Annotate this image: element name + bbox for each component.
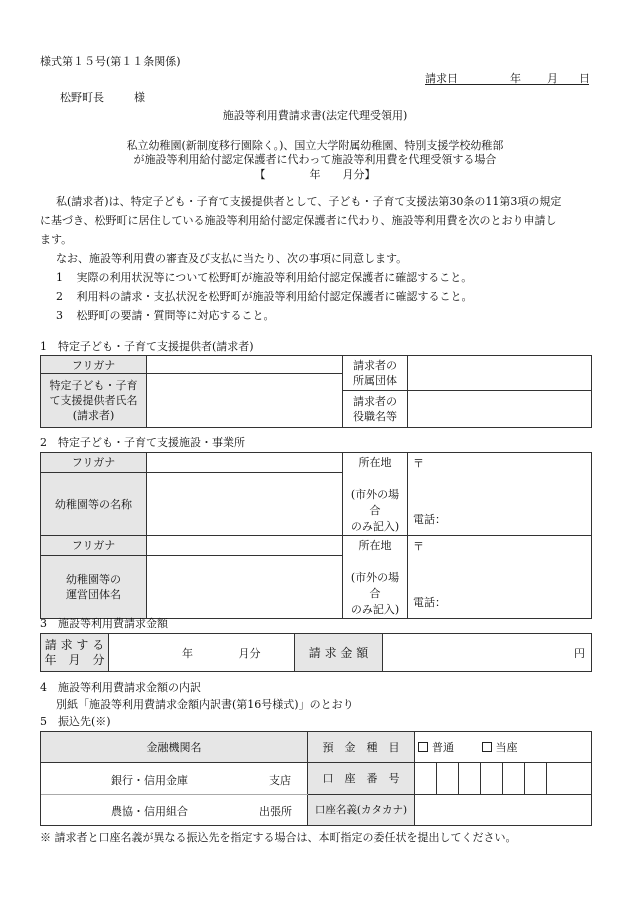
month-unit: 月分 [238, 646, 261, 660]
section5-heading: 5 振込先(※) [40, 715, 111, 728]
period-line[interactable]: 【 年 月分】 [254, 168, 376, 181]
account-digit[interactable] [547, 763, 592, 795]
kindergarten-furigana-input[interactable] [147, 453, 343, 473]
account-digit[interactable] [503, 763, 525, 795]
nokyo-line-label: 農協・信用組合 [111, 805, 188, 818]
period-label-l2: 年 月 分 [44, 652, 105, 667]
amount-table [40, 633, 592, 672]
furigana-label: フリガナ [41, 453, 147, 473]
title-label-l1: 請求者の [353, 395, 397, 408]
org-label-l1: 請求者の [353, 359, 397, 372]
operator-name-label [41, 555, 147, 618]
form-title: 施設等利用費請求書(法定代理受領用) [222, 109, 408, 122]
consent-item [56, 307, 275, 323]
consent-item [56, 288, 473, 304]
branch-label: 支店 [269, 774, 291, 787]
futsu-label: 普通 [432, 741, 454, 754]
account-digit[interactable] [525, 763, 547, 795]
period-label [41, 634, 109, 672]
deposit-type-label: 預 金 種 目 [308, 732, 415, 763]
bank-table [40, 731, 592, 826]
form-number: 様式第１５号(第１１条関係) [40, 55, 181, 68]
period-input[interactable] [109, 634, 295, 672]
section3-heading: 3 施設等利用費請求金額 [40, 617, 168, 630]
phone-label: 電話： [413, 596, 446, 609]
location-text: 所在地 [358, 539, 392, 552]
kindergarten-name-input[interactable] [147, 472, 343, 535]
org-label [343, 356, 408, 391]
title-label [343, 391, 408, 428]
furigana-label: フリガナ [41, 536, 147, 556]
body-paragraph1-line3: ます。 [40, 233, 73, 246]
location-text: 所在地 [358, 456, 392, 469]
month-unit: 月 [547, 72, 558, 85]
office-label: 出張所 [259, 805, 292, 818]
addressee-name: 松野町長 [60, 91, 104, 104]
account-digit[interactable] [437, 763, 459, 795]
org-label-l2: 所属団体 [353, 374, 397, 387]
toza-label: 当座 [495, 741, 518, 754]
consent-item-text: 実際の利用状況等について松野町が施設等利用給付認定保護者に確認すること。 [76, 271, 473, 284]
amount-label: 請 求 金 額 [295, 634, 383, 672]
account-name-label: 口座名義(カタカナ) [308, 794, 415, 826]
provider-name-l1: 特定子ども・子育 [49, 379, 138, 392]
kindergarten-name-label: 幼稚園等の名称 [41, 472, 147, 535]
footnote: ※ 請求者と口座名義が異なる振込先を指定する場合は、本町指定の委任状を提出してください。 [40, 831, 517, 844]
addressee-honorific: 様 [134, 91, 145, 104]
account-name-input[interactable] [415, 794, 592, 826]
subtitle-line2: が施設等利用給付認定保護者に代わって施設等利用費を代理受領する場合 [133, 153, 497, 166]
consent-item-number: 2 [56, 290, 63, 303]
outside-city-l2: のみ記入) [350, 520, 400, 533]
provider-name-input[interactable] [147, 374, 343, 428]
body-paragraph1-line2: に基づき、松野町に居住している施設等利用給付認定保護者に代わり、施設等利用費を次のとおり申請し [40, 214, 557, 227]
year-unit: 年 [510, 72, 521, 85]
postal-mark: 〒 [413, 457, 424, 470]
request-date-label: 請求日 [425, 72, 458, 85]
operator-l2: 運営団体名 [66, 587, 121, 601]
day-unit: 日 [579, 72, 590, 85]
period-label-l1: 請 求 す る [44, 637, 105, 652]
year-unit: 年 [182, 646, 193, 660]
request-date-field[interactable] [425, 70, 589, 85]
org-input[interactable] [408, 356, 592, 391]
phone-label: 電話： [413, 513, 446, 526]
futsu-option[interactable] [418, 741, 454, 754]
provider-name-label [41, 374, 147, 428]
operator-furigana-input[interactable] [147, 536, 343, 556]
toza-option[interactable] [482, 741, 518, 754]
provider-name-l3: (請求者) [72, 409, 115, 422]
furigana-label: フリガナ [41, 356, 147, 374]
deposit-type-options [415, 732, 592, 763]
consent-item-number: 3 [56, 309, 63, 322]
bank-line-label: 銀行・信用金庫 [111, 774, 188, 787]
facility-table [40, 452, 592, 619]
outside-city-l1: (市外の場合 [350, 571, 400, 600]
operator-l1: 幼稚園等の [66, 572, 121, 586]
toza-checkbox[interactable] [482, 742, 492, 752]
provider-furigana-input[interactable] [147, 356, 343, 374]
account-number-label: 口 座 番 号 [308, 763, 415, 795]
consent-item-text: 松野町の要請・質問等に対応すること。 [76, 309, 275, 322]
section2-heading: 2 特定子ども・子育て支援施設・事業所 [40, 436, 245, 449]
title-input[interactable] [408, 391, 592, 428]
section4-heading: 4 施設等利用費請求金額の内訳 [40, 681, 201, 694]
consent-item [56, 269, 472, 285]
operator-name-input[interactable] [147, 555, 343, 618]
consent-item-number: 1 [56, 271, 63, 284]
consent-item-text: 利用料の請求・支払状況を松野町が施設等利用給付認定保護者に確認すること。 [76, 290, 473, 303]
postal-mark: 〒 [413, 540, 424, 553]
section1-heading: 1 特定子ども・子育て支援提供者(請求者) [40, 340, 254, 353]
location-label [343, 453, 408, 536]
provider-table [40, 355, 592, 428]
outside-city-l1: (市外の場合 [350, 488, 400, 517]
institution-input[interactable] [41, 763, 308, 826]
amount-input[interactable] [383, 634, 592, 672]
provider-name-l2: て支援提供者氏名 [49, 394, 138, 407]
body-paragraph1-line1: 私(請求者)は、特定子ども・子育て支援提供者として、子ども・子育て支援法第30条の11第3項の規定 [56, 195, 562, 208]
title-label-l2: 役職名等 [353, 410, 397, 423]
subtitle-line1: 私立幼稚園(新制度移行園除く。)、国立大学附属幼稚園、特別支援学校幼稚部 [126, 139, 504, 152]
yen-unit: 円 [574, 646, 585, 660]
account-digit[interactable] [481, 763, 503, 795]
account-digit[interactable] [459, 763, 481, 795]
outside-city-l2: のみ記入) [350, 603, 400, 616]
location-input[interactable] [408, 453, 592, 536]
location-label [343, 536, 408, 619]
location-input[interactable] [408, 536, 592, 619]
account-digit[interactable] [415, 763, 437, 795]
institution-label: 金融機関名 [41, 732, 308, 763]
body-paragraph2: なお、施設等利用費の審査及び支払に当たり、次の事項に同意します。 [56, 252, 408, 265]
futsu-checkbox[interactable] [418, 742, 428, 752]
section4-text: 別紙「施設等利用費請求金額内訳書(第16号様式)」のとおり [56, 698, 354, 711]
